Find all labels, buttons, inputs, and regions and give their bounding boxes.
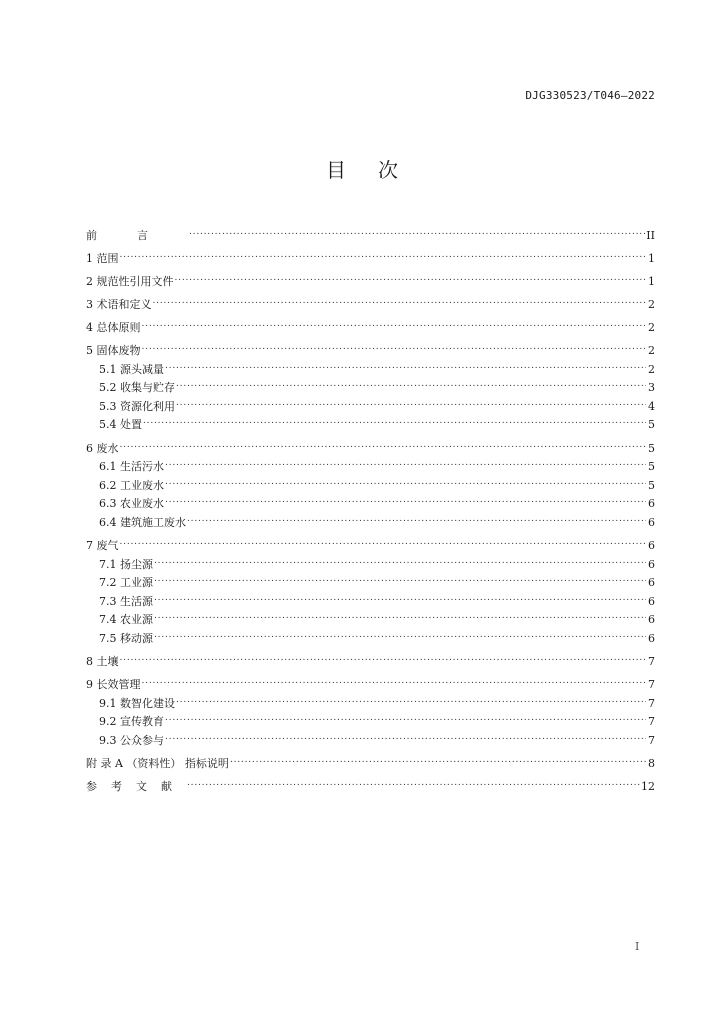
toc-entry[interactable] xyxy=(86,289,655,311)
toc-leader-dots xyxy=(154,568,646,587)
toc-entry-page: 1 xyxy=(648,274,655,288)
toc-subentry[interactable] xyxy=(86,452,655,474)
toc-entry[interactable] xyxy=(86,646,655,669)
toc-subentry[interactable] xyxy=(86,410,655,432)
toc-leader-dots xyxy=(176,373,646,392)
toc-entry-page: 5 xyxy=(648,441,655,455)
toc-entry-title: 7.5 移动源 xyxy=(99,631,153,645)
toc-entry[interactable] xyxy=(86,335,655,358)
toc-subentry[interactable] xyxy=(86,549,655,571)
toc-leader-dots xyxy=(154,549,646,568)
toc-entry-page: 6 xyxy=(648,557,655,571)
toc-entry-page: 6 xyxy=(648,613,655,627)
toc-leader-dots xyxy=(176,688,646,707)
toc-leader-dots xyxy=(120,530,647,549)
toc-entry-page: 6 xyxy=(648,576,655,590)
table-of-contents xyxy=(86,220,655,794)
toc-entry-title: 9 长效管理 xyxy=(86,678,141,692)
toc-entry[interactable] xyxy=(86,670,655,692)
toc-entry-title: 7.4 农业源 xyxy=(99,613,153,627)
toc-entry-page: 5 xyxy=(648,460,655,474)
page-number: I xyxy=(635,940,640,953)
toc-entry-page: 7 xyxy=(648,715,655,729)
toc-entry-title: 9.3 公众参与 xyxy=(99,733,164,747)
toc-leader-dots xyxy=(142,670,647,689)
toc-leader-dots xyxy=(165,452,646,471)
toc-subentry[interactable] xyxy=(86,707,655,729)
toc-leader-dots xyxy=(120,646,647,665)
toc-entry-title: 5 固体废物 xyxy=(86,344,141,358)
toc-entry[interactable] xyxy=(86,266,655,288)
toc-entry-page: 4 xyxy=(648,399,655,413)
toc-entry[interactable] xyxy=(86,312,655,334)
toc-leader-dots xyxy=(153,289,647,308)
toc-leader-dots xyxy=(187,772,640,791)
toc-entry-page: 6 xyxy=(648,539,655,552)
toc-entry-title: 附 录 A （资料性） 指标说明 xyxy=(86,757,229,771)
toc-entry-page: 2 xyxy=(648,320,655,334)
toc-leader-dots xyxy=(165,489,646,508)
toc-leader-dots xyxy=(165,725,646,744)
toc-entry-title: 2 规范性引用文件 xyxy=(86,274,174,288)
toc-leader-dots xyxy=(176,391,646,410)
toc-entry-page: 6 xyxy=(648,497,655,511)
toc-entry-title: 5.4 处置 xyxy=(99,418,142,432)
toc-leader-dots xyxy=(154,623,646,642)
toc-subentry[interactable] xyxy=(86,470,655,492)
toc-entry-title: 4 总体原则 xyxy=(86,320,141,334)
toc-entry-title: 7.2 工业源 xyxy=(99,576,153,590)
toc-entry-title: 6.4 建筑施工废水 xyxy=(99,515,186,529)
toc-entry-page: 7 xyxy=(648,696,655,710)
toc-leader-dots xyxy=(165,707,646,726)
toc-entry-title: 5.1 源头减量 xyxy=(99,362,164,376)
toc-leader-dots xyxy=(120,243,647,262)
toc-entry-title: 6.3 农业废水 xyxy=(99,497,164,511)
toc-entry-page: 7 xyxy=(648,655,655,669)
toc-entry-page: 3 xyxy=(648,381,655,395)
toc-entry-title: 8 土壤 xyxy=(86,655,119,669)
toc-leader-dots xyxy=(154,586,646,605)
toc-entry-page: 6 xyxy=(648,515,655,529)
toc-entry-title: 7 废气 xyxy=(86,539,119,552)
toc-entry[interactable] xyxy=(86,220,655,242)
toc-entry-page: 5 xyxy=(648,418,655,432)
toc-leader-dots xyxy=(120,433,647,452)
toc-subentry[interactable] xyxy=(86,507,655,529)
toc-entry-page: 2 xyxy=(648,362,655,376)
toc-subentry[interactable] xyxy=(86,568,655,590)
toc-entry[interactable] xyxy=(86,772,655,794)
toc-entry-page: 12 xyxy=(641,780,655,794)
toc-leader-dots xyxy=(165,354,646,373)
toc-subentry[interactable] xyxy=(86,688,655,710)
toc-subentry[interactable] xyxy=(86,354,655,376)
toc-entry-page: 6 xyxy=(648,631,655,645)
toc-entry-title: 参考文献 xyxy=(86,780,186,794)
toc-entry-page: 8 xyxy=(648,757,655,771)
toc-entry-page: II xyxy=(646,228,655,242)
toc-leader-dots xyxy=(175,266,647,285)
page-title: 目次 xyxy=(326,158,430,182)
toc-entry-title: 9.2 宣传教育 xyxy=(99,715,164,729)
document-code: DJG330523/T046—2022 xyxy=(525,89,655,102)
toc-leader-dots xyxy=(187,507,646,526)
toc-entry[interactable] xyxy=(86,530,655,552)
toc-subentry[interactable] xyxy=(86,605,655,627)
toc-entry[interactable] xyxy=(86,748,655,771)
toc-leader-dots xyxy=(230,748,646,767)
toc-leader-dots xyxy=(142,312,647,331)
toc-entry-title: 5.2 收集与贮存 xyxy=(99,381,175,395)
toc-entry-title: 7.1 扬尘源 xyxy=(99,557,153,571)
toc-entry-page: 2 xyxy=(648,344,655,358)
toc-entry-page: 1 xyxy=(648,251,655,265)
toc-entry-title: 6 废水 xyxy=(86,441,119,455)
toc-entry-page: 2 xyxy=(648,297,655,311)
toc-entry-page: 6 xyxy=(648,594,655,608)
toc-entry-title: 3 术语和定义 xyxy=(86,297,152,311)
toc-subentry[interactable] xyxy=(86,586,655,608)
toc-subentry[interactable] xyxy=(86,373,655,395)
toc-entry-title: 1 范围 xyxy=(86,251,119,265)
toc-leader-dots xyxy=(189,220,645,239)
toc-entry[interactable] xyxy=(86,243,655,265)
toc-entry[interactable] xyxy=(86,433,655,455)
toc-leader-dots xyxy=(143,410,646,429)
toc-entry-title: 6.1 生活污水 xyxy=(99,460,164,474)
toc-entry-title: 6.2 工业废水 xyxy=(99,478,164,492)
toc-subentry[interactable] xyxy=(86,725,655,747)
toc-leader-dots xyxy=(142,335,647,354)
toc-entry-title: 9.1 数智化建设 xyxy=(99,696,175,710)
toc-entry-page: 7 xyxy=(648,678,655,692)
toc-entry-page: 7 xyxy=(648,733,655,747)
toc-leader-dots xyxy=(154,605,646,624)
toc-subentry[interactable] xyxy=(86,623,655,645)
toc-entry-title: 前言 xyxy=(86,228,188,242)
toc-leader-dots xyxy=(165,470,646,489)
toc-entry-title: 7.3 生活源 xyxy=(99,594,153,608)
toc-entry-page: 5 xyxy=(648,478,655,492)
toc-subentry[interactable] xyxy=(86,489,655,511)
toc-entry-title: 5.3 资源化利用 xyxy=(99,399,175,413)
